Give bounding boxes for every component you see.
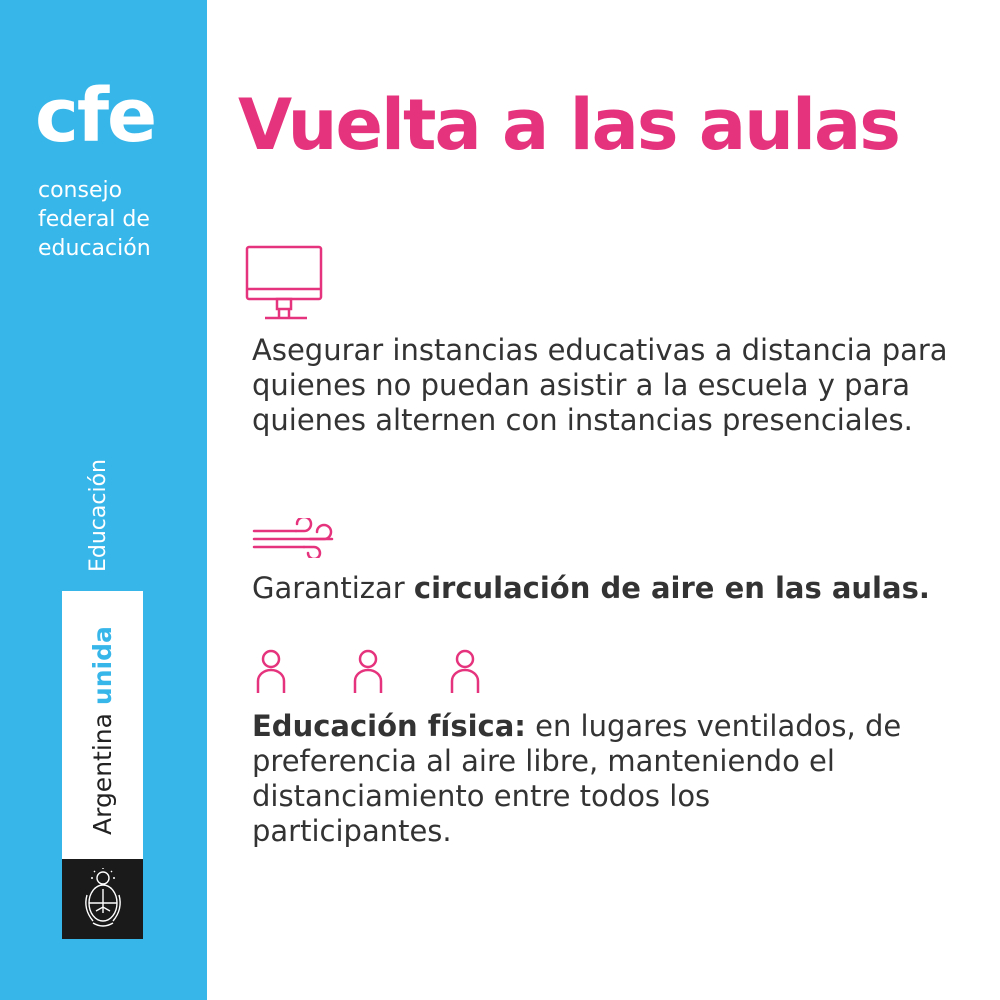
brand-bold: unida (88, 626, 117, 706)
logo-line-2: federal de (38, 207, 150, 232)
argentina-unida-badge (62, 591, 143, 859)
logo-line-1: consejo (38, 178, 123, 203)
monitor-icon (245, 245, 325, 323)
people-icon (255, 648, 490, 696)
item-2-regular: Garantizar (252, 571, 414, 605)
item-3-text (252, 709, 912, 849)
cfe-logo-subtitle (38, 176, 151, 263)
sidebar (0, 0, 207, 1000)
argentine-coat-of-arms-icon (81, 867, 125, 929)
wind-icon (252, 518, 342, 558)
vertical-label: Educación (86, 459, 111, 572)
logo-line-3: educación (38, 236, 151, 261)
item-1-text: Asegurar instancias educativas a distancia para quienes no puedan asistir a la escuela y para quienes alternen con instancias presenciales. (252, 333, 948, 437)
brand-regular: Argentina (88, 713, 117, 835)
item-3-regular: en lugares ventilados, de preferencia al aire libre, manteniendo el distanciamiento entre todos los participantes. (252, 709, 902, 848)
cfe-logo: cfe (35, 73, 156, 159)
item-2-text (252, 571, 952, 606)
item-2-bold: circulación de aire en las aulas. (413, 571, 930, 605)
brand-text (87, 626, 119, 835)
item-3-bold: Educación física: (252, 709, 526, 743)
page-title: Vuelta a las aulas (238, 84, 899, 166)
seal-box (62, 859, 143, 939)
